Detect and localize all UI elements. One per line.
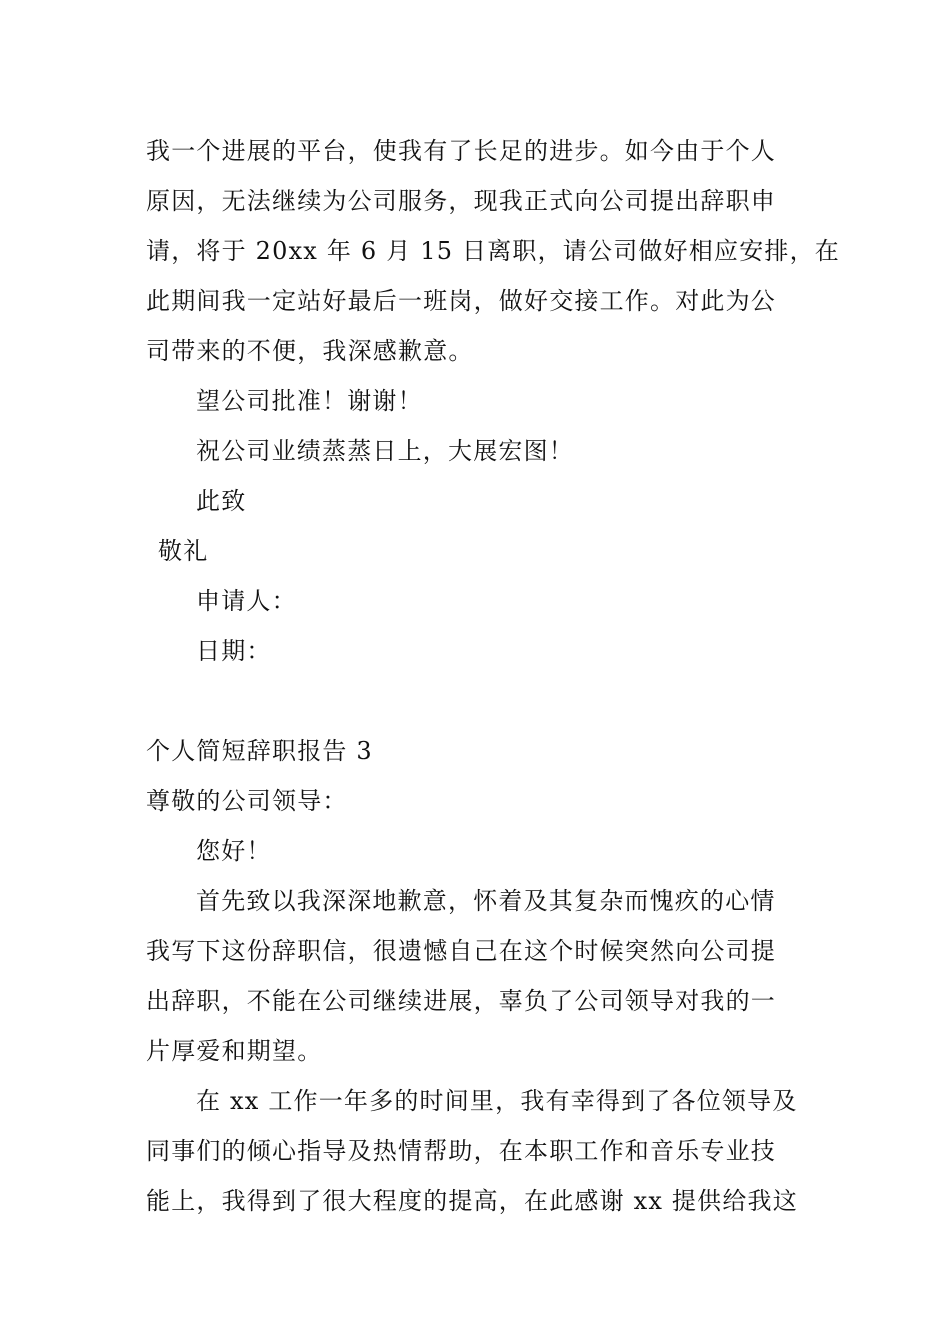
body-line: 原因，无法继续为公司服务，现我正式向公司提出辞职申 [146,187,776,215]
greeting-line: 尊敬的公司领导： [146,787,348,815]
body-line: 祝公司业绩蒸蒸日上，大展宏图！ [196,437,574,465]
body-line: 同事们的倾心指导及热情帮助，在本职工作和音乐专业技 [146,1137,776,1165]
body-line: 首先致以我深深地歉意，怀着及其复杂而愧疚的心情 [196,887,776,915]
salutation-line: 敬礼 [158,537,209,565]
body-line: 片厚爱和期望。 [146,1037,323,1065]
closing-line: 此致 [196,487,247,515]
greeting-line: 您好！ [196,837,272,865]
date-line: 日期： [196,637,272,665]
body-line: 请，将于 20xx 年 6 月 15 日离职，请公司做好相应安排，在 [146,237,840,265]
body-line: 此期间我一定站好最后一班岗，做好交接工作。对此为公 [146,287,776,315]
body-line: 能上，我得到了很大程度的提高，在此感谢 xx 提供给我这 [146,1187,798,1215]
body-line: 我一个进展的平台，使我有了长足的进步。如今由于个人 [146,137,776,165]
body-line: 我写下这份辞职信，很遗憾自己在这个时候突然向公司提 [146,937,776,965]
section-title: 个人简短辞职报告 3 [146,737,373,765]
body-line: 在 xx 工作一年多的时间里，我有幸得到了各位领导及 [196,1087,798,1115]
body-line: 司带来的不便，我深感歉意。 [146,337,474,365]
applicant-line: 申请人： [196,587,297,615]
body-line: 出辞职，不能在公司继续进展，辜负了公司领导对我的一 [146,987,776,1015]
body-line: 望公司批准！谢谢！ [196,387,423,415]
